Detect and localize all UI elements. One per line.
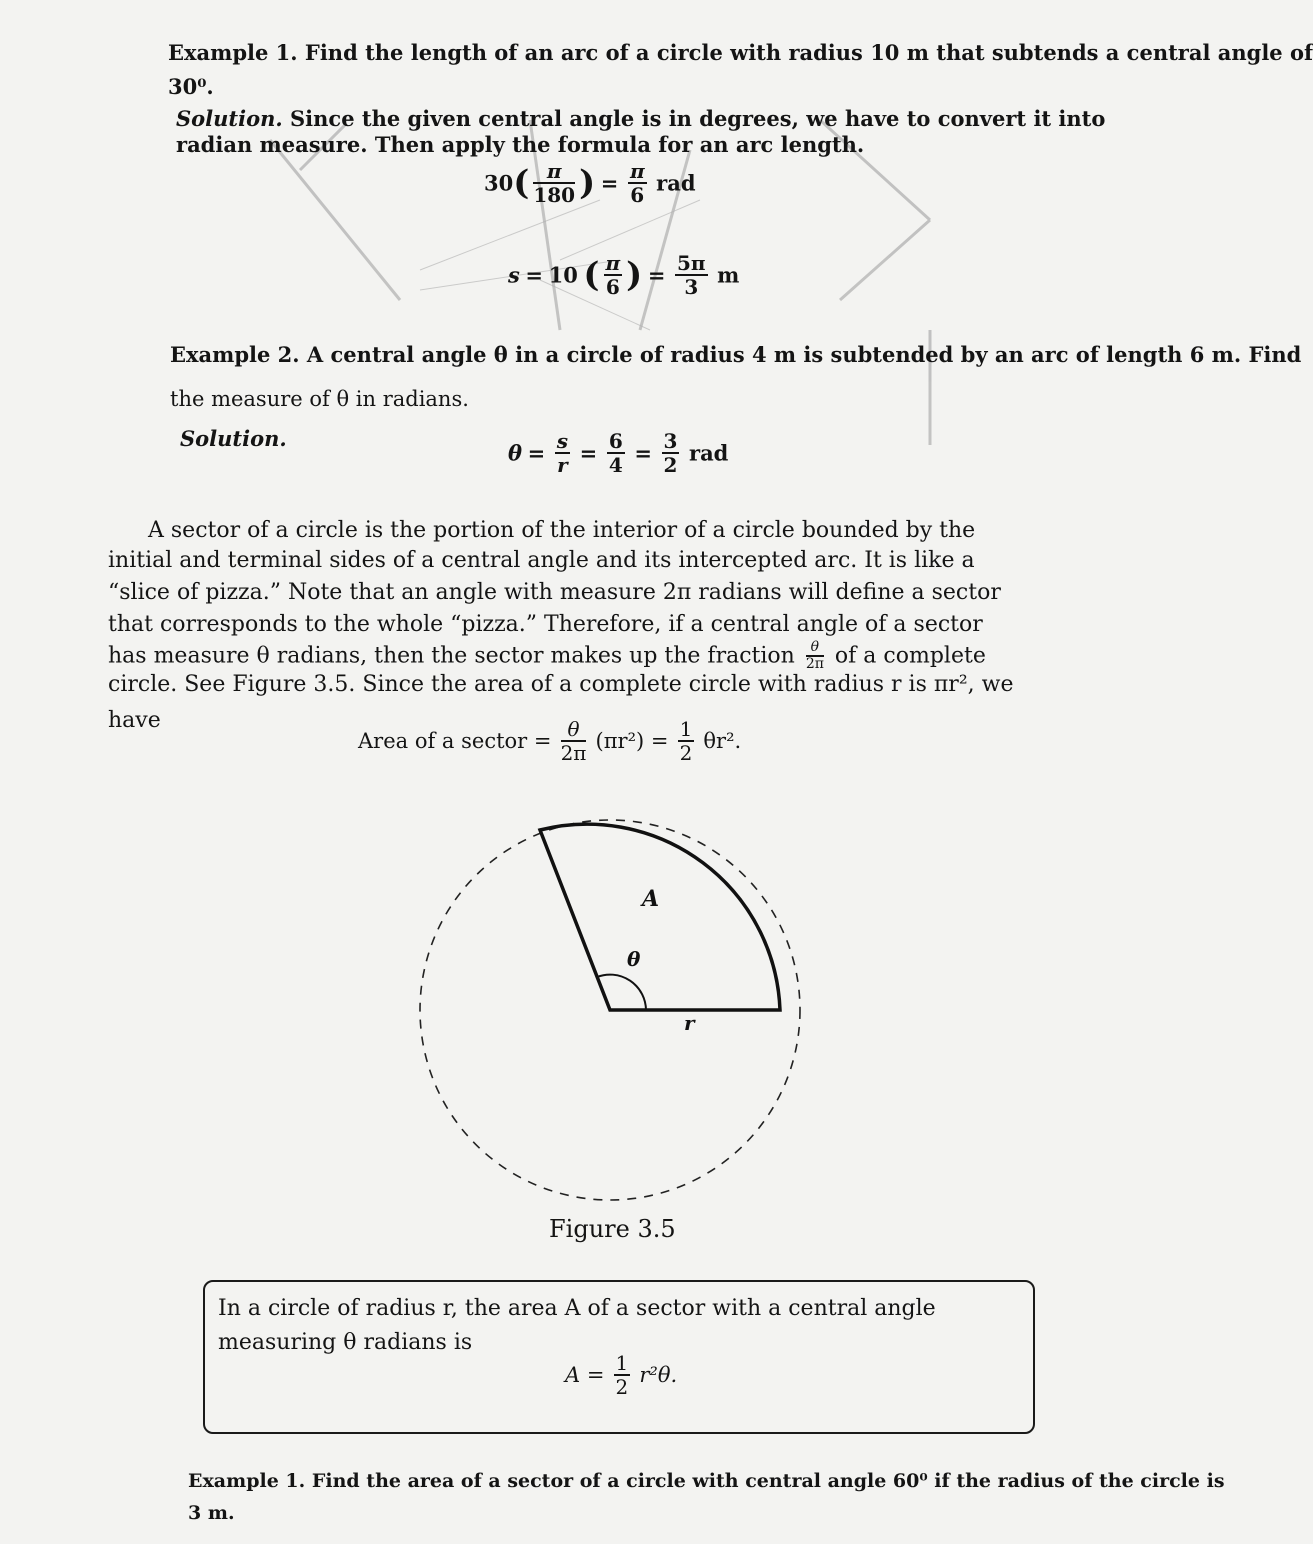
example1-equation-arc-length: s = 10 ( $\frac{\pi}{6}$ ) = $\frac{5\pi}{3}$ m bbox=[508, 251, 740, 299]
example3-statement-line1: Example 1. Find the area of a sector of a circle with central angle 60⁰ if the radius of the circle is bbox=[188, 1470, 1225, 1492]
paragraph-line-7: have bbox=[108, 708, 161, 733]
example1-solution-text1: Since the given central angle is in degrees, we have to convert it into bbox=[282, 106, 1106, 131]
example2-statement-line1: Example 2. A central angle θ in a circle of radius 4 m is subtended by an arc of length 6 m. Find bbox=[170, 342, 1302, 367]
example2-statement-line2: the measure of θ in radians. bbox=[170, 387, 469, 411]
sector-label: A bbox=[642, 886, 660, 912]
example1-solution-line2: radian measure. Then apply the formula for an arc length. bbox=[176, 132, 865, 157]
paragraph-line-4: that corresponds to the whole “pizza.” Therefore, if a central angle of a sector bbox=[108, 612, 983, 637]
theorem-line-1: In a circle of radius r, the area A of a sector with a central angle bbox=[218, 1296, 936, 1321]
theorem-line-2: measuring θ radians is bbox=[218, 1330, 473, 1355]
example2-equation: θ = $\frac{s}{r}$ = $\frac{6}{4}$ = $\frac{3}{2}$ rad bbox=[508, 429, 729, 477]
example3-statement-line2: 3 m. bbox=[188, 1502, 235, 1524]
paragraph-line-5: has measure θ radians, then the sector makes up the fraction $\frac{\theta}{2\pi}$ of a complete bbox=[108, 639, 986, 673]
example1-statement-line2: 30⁰. bbox=[168, 74, 214, 99]
figure-caption: Figure 3.5 bbox=[549, 1215, 676, 1243]
paragraph-line-6: circle. See Figure 3.5. Since the area of a complete circle with radius r is πr², we bbox=[108, 672, 1014, 697]
paragraph-line-2: initial and terminal sides of a central angle and its intercepted arc. It is like a bbox=[108, 548, 975, 573]
area-of-sector-formula: Area of a sector = $\frac{\theta}{2\pi}$ (πr²) = $\frac{1}{2}$ θr². bbox=[358, 717, 742, 765]
sector-shape bbox=[540, 824, 780, 1010]
example1-solution-label: Solution. bbox=[176, 106, 283, 131]
paragraph-line-3: “slice of pizza.” Note that an angle with measure 2π radians will define a sector bbox=[108, 580, 1001, 605]
paragraph-line-1: A sector of a circle is the portion of the interior of a circle bounded by the bbox=[148, 518, 976, 543]
angle-label: θ bbox=[627, 947, 641, 971]
radius-label: r bbox=[684, 1011, 695, 1035]
example1-equation-degrees: 30( $\frac{\pi}{180}$ ) = $\frac{\pi}{6}$ rad bbox=[484, 159, 696, 207]
theorem-formula: A = $\frac{1}{2}$ r²θ. bbox=[565, 1351, 678, 1399]
example2-solution-label: Solution. bbox=[180, 426, 287, 451]
example1-statement-line1: Example 1. Find the length of an arc of a circle with radius 10 m that subtends a central angle of bbox=[168, 40, 1313, 65]
